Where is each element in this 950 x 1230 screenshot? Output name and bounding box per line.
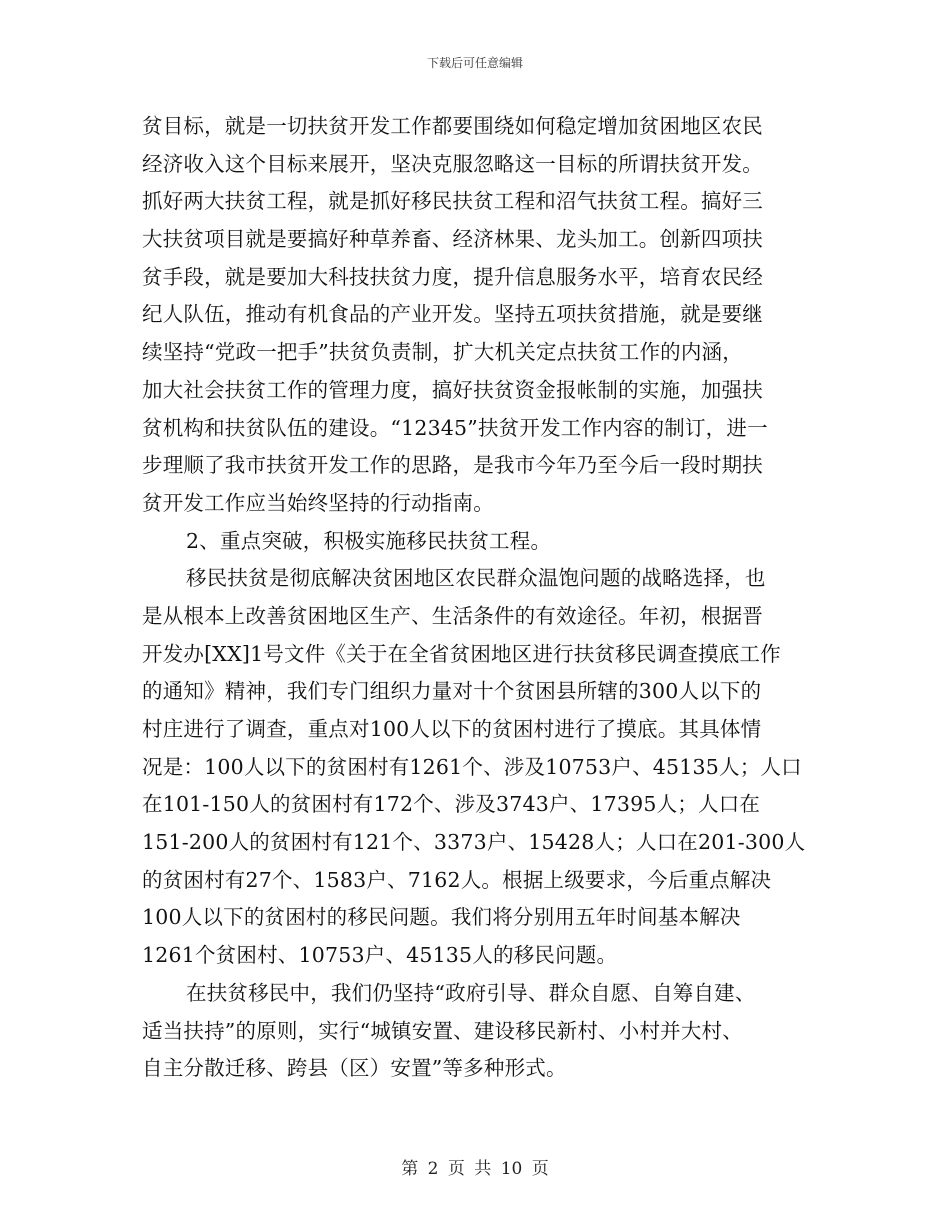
text-line: 步理顺了我市扶贫开发工作的思路，是我市今年乃至今后一段时期扶 [142,453,763,478]
text-line: 加大社会扶贫工作的管理力度，搞好扶贫资金报帐制的实施，加强扶 [142,377,763,402]
text-line: 贫目标，就是一切扶贫开发工作都要围绕如何稳定增加贫困地区农民 [142,114,763,138]
text-line: 的通知》精神，我们专门组织力量对十个贫困县所辖的300人以下的 [142,679,762,704]
text-line: 自主分散迁移、跨县（区）安置”等多种形式。 [142,1056,567,1081]
text-line: 经济收入这个目标来展开，坚决克服忽略这一目标的所谓扶贫开发。 [142,151,763,176]
text-line: 开发办[XX]1号文件《关于在全省贫困地区进行扶贫移民调查摸底工作 [142,641,781,666]
text-line: 况是：100人以下的贫困村有1261个、涉及10753户、45135人；人口 [142,754,802,779]
text-line: 续坚持“党政一把手”扶贫负责制，扩大机关定点扶贫工作的内涵， [142,340,743,365]
text-line: 100人以下的贫困村的移民问题。我们将分别用五年时间基本解决 [142,905,741,930]
text-line: 大扶贫项目就是要搞好种草养畜、经济林果、龙头加工。创新四项扶 [142,227,763,252]
text-line: 1261个贫困村、10753户、45135人的移民问题。 [142,943,618,968]
text-line: 贫机构和扶贫队伍的建设。“12345”扶贫开发工作内容的制订，进一 [142,415,768,440]
text-line: 抓好两大扶贫工程，就是抓好移民扶贫工程和沼气扶贫工程。搞好三 [142,189,763,214]
paragraph-start-line: 在扶贫移民中，我们仍坚持“政府引导、群众自愿、自筹自建、 [186,980,756,1005]
text-line: 151-200人的贫困村有121个、3373户、15428人；人口在201-300人 [142,830,806,855]
section-heading: 2、重点突破，积极实施移民扶贫工程。 [186,528,552,553]
text-line: 是从根本上改善贫困地区生产、生活条件的有效途径。年初，根据晋 [142,603,763,628]
text-line: 适当扶持”的原则，实行“城镇安置、建设移民新村、小村并大村、 [142,1018,743,1043]
text-line: 的贫困村有27个、1583户、7162人。根据上级要求，今后重点解决 [142,867,772,892]
text-line: 贫手段，就是要加大科技扶贫力度，提升信息服务水平，培育农民经 [142,264,763,289]
page-header-note: 下载后可任意编辑 [426,56,523,70]
text-line: 贫开发工作应当始终坚持的行动指南。 [142,490,494,515]
paragraph-start-line: 移民扶贫是彻底解决贫困地区农民群众温饱问题的战略选择，也 [186,566,766,591]
page-number-footer: 第 2 页 共 10 页 [401,1159,549,1179]
text-line: 纪人队伍，推动有机食品的产业开发。坚持五项扶贫措施，就是要继 [142,302,763,327]
text-line: 在101-150人的贫困村有172个、涉及3743户、17395人；人口在 [142,792,761,817]
document-body [142,108,810,1088]
text-line: 村庄进行了调查，重点对100人以下的贫困村进行了摸底。其具体情 [142,717,762,741]
